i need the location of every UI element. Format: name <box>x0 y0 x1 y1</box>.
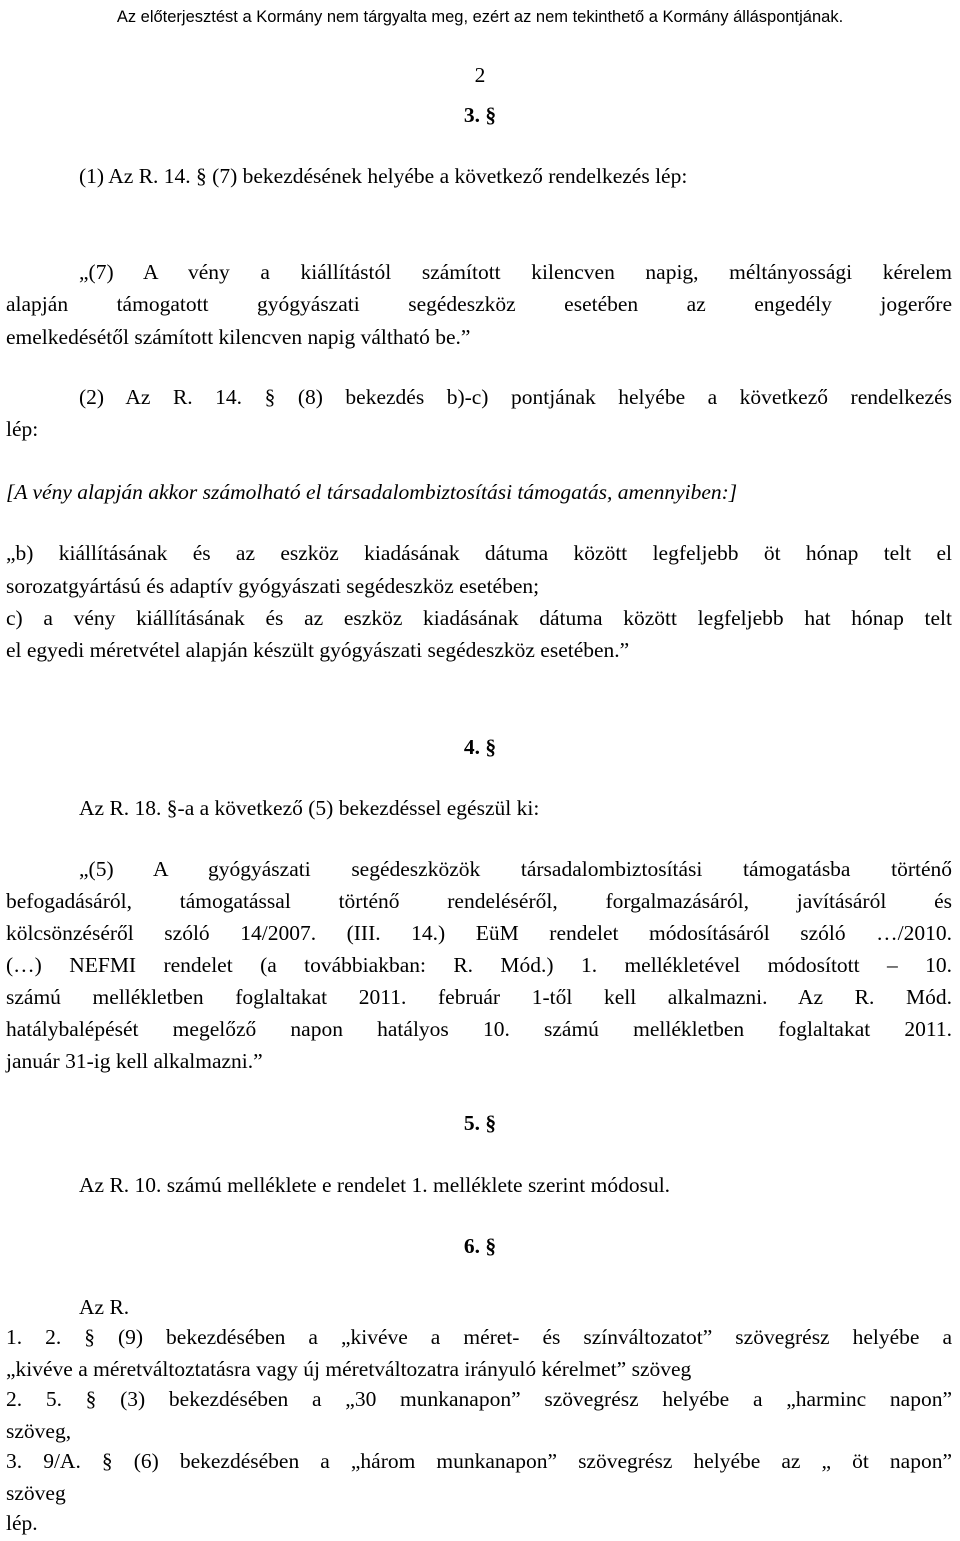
section-heading-6: 6. § <box>463 1234 497 1258</box>
quote-5-line-4: (…) NEFMI rendelet (a továbbiakban: R. Mód.) 1. mellékletével módosított – 10. <box>6 953 952 977</box>
closing-word: lép. <box>6 1511 38 1535</box>
point-c-line-1: c) a vény kiállításának és az eszköz kiadásának dátuma között legfeljebb hat hónap telt <box>6 606 952 630</box>
point-b-line-2: sorozatgyártású és adaptív gyógyászati segédeszköz esetében; <box>6 574 540 598</box>
quote-7-line-1: „(7) A vény a kiállítástól számított kilencven napig, méltányossági kérelem <box>79 260 952 284</box>
quote-7-line-3: emelkedésétől számított kilencven napig váltható be.” <box>6 325 471 349</box>
quote-7-line-2: alapján támogatott gyógyászati segédeszköz esetében az engedély jogerőre <box>6 292 952 316</box>
item-1-line-2: „kivéve a méretváltoztatásra vagy új méretváltozatra irányuló kérelmet” szöveg <box>6 1357 692 1381</box>
quote-5-line-6: hatálybalépését megelőző napon hatályos 10. számú mellékletben foglaltakat 2011. <box>6 1017 952 1041</box>
quote-5-line-5: számú mellékletben foglaltakat 2011. február 1-től kell alkalmazni. Az R. Mód. <box>6 985 952 1009</box>
section-heading-4: 4. § <box>463 735 497 759</box>
quote-5-line-3: kölcsönzéséről szóló 14/2007. (III. 14.) EüM rendelet módosításáról szóló …/2010. <box>6 921 952 945</box>
section-4-intro: Az R. 18. §-a a következő (5) bekezdéssel egészül ki: <box>79 796 540 820</box>
item-1-line-1: 1. 2. § (9) bekezdésében a „kivéve a méret- és színváltozatot” szövegrész helyébe a <box>6 1325 952 1349</box>
point-c-line-2: el egyedi méretvétel alapján készült gyógyászati segédeszköz esetében.” <box>6 638 630 662</box>
item-2-line-2: szöveg, <box>6 1419 72 1443</box>
paragraph-2-end: lép: <box>6 417 39 441</box>
quote-5-line-1: „(5) A gyógyászati segédeszközök társadalombiztosítási támogatásba történő <box>79 857 952 881</box>
quote-5-line-2: befogadásáról, támogatással történő rendeléséről, forgalmazásáról, javításáról és <box>6 889 952 913</box>
item-3-line-1: 3. 9/A. § (6) bekezdésében a „három munkanapon” szövegrész helyébe az „ öt napon” <box>6 1449 952 1473</box>
italic-context: [A vény alapján akkor számolható el társadalombiztosítási támogatás, amennyiben:] <box>6 480 738 504</box>
paragraph-2-intro: (2) Az R. 14. § (8) bekezdés b)-c) pontjának helyébe a következő rendelkezés <box>79 385 952 409</box>
quote-5-line-7: január 31-ig kell alkalmazni.” <box>6 1049 263 1073</box>
point-b-line-1: „b) kiállításának és az eszköz kiadásának dátuma között legfeljebb öt hónap telt el <box>6 541 952 565</box>
page-number: 2 <box>474 63 486 87</box>
item-2-line-1: 2. 5. § (3) bekezdésében a „30 munkanapon” szövegrész helyébe a „harminc napon” <box>6 1387 952 1411</box>
item-3-line-2: szöveg <box>6 1481 66 1505</box>
section-heading-3: 3. § <box>463 103 497 127</box>
section-heading-5: 5. § <box>463 1111 497 1135</box>
section-6-intro: Az R. <box>79 1295 130 1319</box>
section-5-text: Az R. 10. számú melléklete e rendelet 1. melléklete szerint módosul. <box>79 1173 671 1197</box>
disclaimer-header: Az előterjesztést a Kormány nem tárgyalta meg, ezért az nem tekinthető a Kormány álláspontjának. <box>116 8 844 26</box>
paragraph-1-intro: (1) Az R. 14. § (7) bekezdésének helyébe a következő rendelkezés lép: <box>79 164 688 188</box>
